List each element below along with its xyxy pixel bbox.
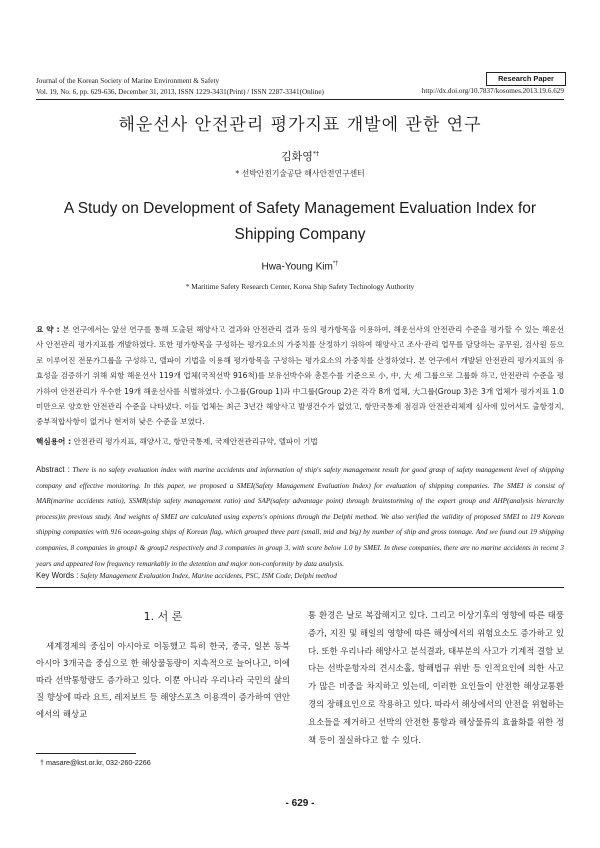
english-abstract-label: Abstract : <box>36 465 70 474</box>
english-keywords <box>36 571 564 580</box>
english-abstract <box>36 462 564 572</box>
korean-abstract <box>36 322 564 430</box>
journal-name: Journal of the Korean Society of Marine Environment & Safety <box>36 77 220 85</box>
korean-title: 해운선사 안전관리 평가지표 개발에 관한 연구 <box>118 115 482 135</box>
korean-author-mark: *† <box>312 150 319 158</box>
english-author-mark: *† <box>332 261 339 267</box>
research-paper-badge: Research Paper <box>486 72 566 86</box>
doi-link[interactable]: http://dx.doi.org/10.7837/kosomes.2013.19.6.629 <box>421 87 564 95</box>
english-affiliation: * Maritime Safety Research Center, Korea Ship Safety Technology Authority <box>185 282 415 291</box>
korean-author <box>0 148 600 164</box>
section-heading-introduction: 1. 서 론 <box>143 610 183 623</box>
journal-volume-info: Vol. 19, No. 6, pp. 629-636, December 31, 2013, ISSN 1229-3431(Print) / ISSN 2287-3341(Online) <box>36 88 324 96</box>
korean-author-name: 김화영 <box>281 150 313 163</box>
korean-affiliation: * 선박안전기술공단 해사안전연구센터 <box>235 169 365 178</box>
english-keywords-label: Key Words : <box>36 571 79 580</box>
korean-abstract-label: 요 약 : <box>36 325 60 334</box>
english-keywords-text: Safety Management Evaluation Index, Marine accidents, PSC, ISM Code, Delphi method <box>80 572 337 580</box>
body-divider <box>36 587 564 588</box>
english-author <box>0 261 600 272</box>
header-divider <box>36 99 564 100</box>
body-left-column: 세계경제의 중심이 아시아로 이동했고 특히 한국, 중국, 일본 동북아시아 3개국을 중심으로 한 해상물동량이 지속적으로 늘어나고, 이에 따라 선박통항량도 증가하고 있다. 이뿐 아니라 우리나라 국민의 삶의 질 향상에 따라 요트, 레저보트 등 해양스포츠 이용객이 증가하여 연안에서의 해상교 <box>36 641 290 719</box>
page-number: - 629 - <box>285 798 315 809</box>
body-right-column: 통 환경은 날로 복잡해지고 있다. 그리고 이상기후의 영향에 따른 태풍 증가, 지진 및 해일의 영향에 따른 해상에서의 위험요소도 증가하고 있다. 또한 우리나라 해양사고 분석결과, 태부분의 사고가 기계적 결함 보다는 선박운항자의 견시소홀, 항해법규 위반 등 인적요인에 의한 사고가 많은 비중을 차지하고 있는데, 이러한 요인들이 안전한 해상교통환경의 장해요인으로 작용하고 있다. 따라서 해상에서의 안전을 위협하는 요소들을 제거하고 선박의 안전한 통항과 해상물류의 효율화를 위한 정책 등이 절실하다고 할 수 있다. <box>308 610 564 745</box>
english-author-name: Hwa-Young Kim <box>261 261 333 273</box>
korean-abstract-text: 본 연구에서는 앞선 연구를 통해 도출된 해양사고 결과와 안전관리 결과 등의 평가항목을 이용하여, 해운선사의 안전관리 수준을 평가할 수 있는 해운선사 안전관리 평가지표를 개발하였다. 또한 평가항목을 구성하는 평가요소의 가중치를 산정하기 위하여 해양사고 조사·관리 업무를 담당하는 공무원, 검사원 등으로 이루어진 전문가그룹을 구성하고, 델파이 기법을 이용해 평가항목을 구성하는 평가요소의 가중치를 산정하였다. 본 연구에서 개발된 안전관리 평가지표의 유효성을 검증하기 위해 외항 해운선사 119개 업체(국적선박 916척)를 보유선박수와 총톤수를 기준으로 小, 中, 大 세 그룹으로 그룹화 하고, 안전관리 수준을 평가하여 안전관리가 우수한 19개 해운선사를 식별하였다. 小그룹(Group 1)과 中그룹(Group 2)은 각각 8개 업체, 大그룹(Group 3)은 3개 업체가 평가지표 1.0 미만으로 양호한 안전관리 수준을 나타냈다. 이들 업체는 최근 3년간 해양사고 발생건수가 없었고, 항만국통제 점검과 안전관리체제 심사에 있어서도 출항정지, 중부적합사항이 없거나 현저히 낮은 수준을 보였다. <box>36 325 564 427</box>
journal-header <box>36 76 324 98</box>
footnote-divider <box>36 753 136 754</box>
english-abstract-text: There is no safety evaluation index with marine accidents and information of ship's safety management result for good grasp of safety management level of shipping company and effective monitoring. In this paper, we proposed a SMEI(Safety Management Evaluation Index) for evaluation of shipping companies. The SMEI is consist of MAR(marine accidents ratio), SSMR(ship safety management ratio) and SAP(safety advantage point) through brainstorming of the expert group and AHP(analysis hierarchy process)in previous study. And weights of SMEI are calculated using experts's opinions through the Delphi method. We also verified the validity of proposed SMEI to 119 Korean shipping companies with 916 ocean-going ships of Korean flag, which grouped three part (small, mid and big) by number of ship and gross tonnage. And we found out 19 shipping companies, 8 companies in group1 & group2 respectively and 3 companies in group 3, with score below 1.0 by SMEI. In these companies, there are no marine accidents in recent 3 years and appeared low frequency remarkably in the detention and major non-conformity by data analysis. <box>36 466 565 568</box>
korean-keywords-label: 핵심용어 : <box>36 437 72 446</box>
corresponding-author-footnote: † masare@kst.or.kr, 032-260-2266 <box>40 758 151 767</box>
korean-keywords <box>36 436 564 447</box>
english-title: A Study on Development of Safety Management Evaluation Index for Shipping Company <box>63 200 537 243</box>
korean-keywords-text: 안전관리 평가지표, 해양사고, 항만국통제, 국제안전관리규약, 델파이 기법 <box>73 437 318 446</box>
